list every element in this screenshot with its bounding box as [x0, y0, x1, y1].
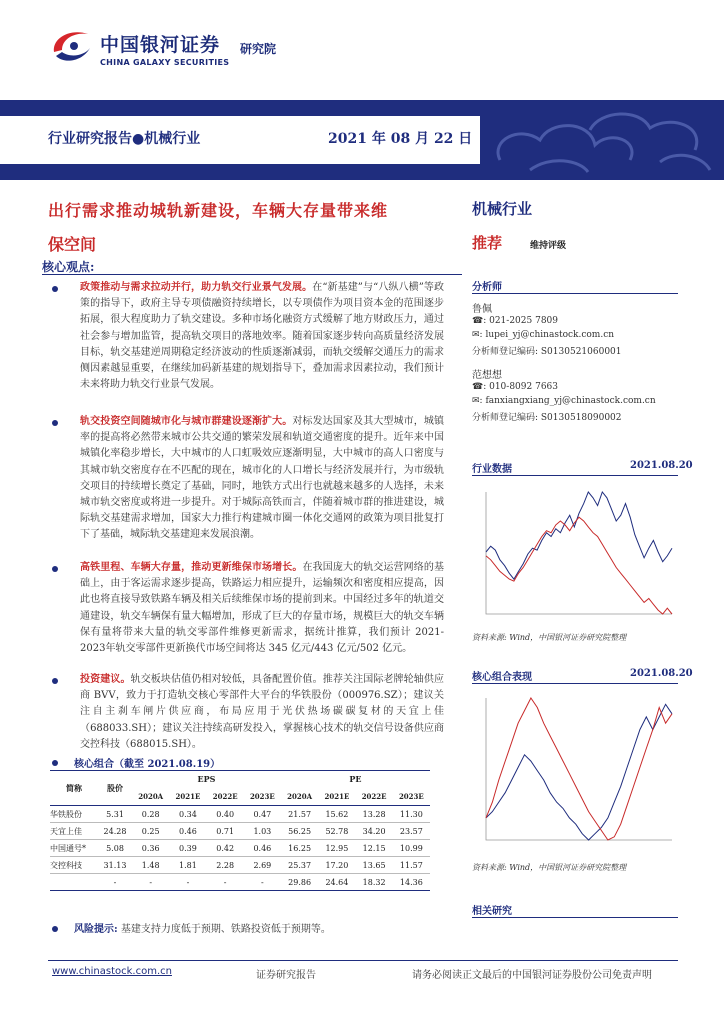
cell: 29.86	[281, 874, 318, 891]
table-title: 核心组合（截至 2021.08.19）	[74, 759, 221, 770]
industry-data-date: 2021.08.20	[630, 460, 693, 471]
bullet-dot-icon	[52, 286, 58, 292]
cell: 0.34	[179, 809, 197, 819]
col-group-pe: PE	[281, 771, 430, 788]
analyst-divider	[472, 293, 678, 294]
bullet-1-highlight: 政策推动与需求拉动并行，助力轨交行业景气发展。	[80, 282, 313, 293]
series-line-benchmark	[486, 698, 672, 840]
galaxy-logo-icon	[48, 26, 96, 66]
footer-divider	[48, 960, 678, 961]
footer-disclaimer: 请务必阅读正文最后的中国银河证券股份公司免责声明	[412, 970, 652, 981]
col-year: 2020A	[281, 787, 318, 806]
cell: 24.28	[98, 823, 132, 840]
series-line-industry	[486, 492, 672, 579]
cell: 0.25	[132, 823, 169, 840]
risk-text: 基建支持力度低于预期、铁路投资低于预期等。	[120, 924, 331, 935]
portfolio-perf-date: 2021.08.20	[630, 668, 693, 679]
related-research-label: 相关研究	[472, 906, 512, 917]
cell: 2.69	[244, 857, 281, 874]
analyst-1-license: 分析师登记编码: S0130521060001	[472, 347, 622, 357]
cell: 0.28	[141, 809, 160, 819]
bullet-dot-icon	[52, 760, 58, 766]
cell: 0.39	[169, 840, 206, 857]
analyst-1-phone: ☎: 021-2025 7809	[472, 316, 558, 326]
footer-url-link[interactable]: www.chinastock.com.cn	[52, 966, 172, 977]
table-row	[50, 840, 430, 857]
cell: 34.20	[356, 823, 393, 840]
col-year: 2021E	[169, 787, 206, 806]
bullet-2-text: 对标发达国家及其大型城市，城镇率的提高将必然带来城市公共交通的繁荣发展和轨道交通密度的提升。近年来中国城镇化率稳步增长，大中城市的人口虹吸效应逐渐明显，大中城市的高人口密度与其城市轨交密度存在不匹配的现在，城市化的人口增长与经济发展并行，为市级轨交项目的持续增长奠定了基础，同时，地铁方式出行也就越来越多的人选择，未来城市轨交密度或将进一步提升。对于城际高铁而言，伴随着城市群的推进建设，城际轨交基建需求增加，国家大力推行构建城市圈一体化交通网的政策为项目批复打下了基础，城际轨交基建迎来发展浪潮。	[80, 416, 445, 541]
cell: 52.78	[318, 823, 355, 840]
cell: 25.37	[281, 857, 318, 874]
bullet-dot-icon	[52, 678, 58, 684]
cell: 0.46	[244, 840, 281, 857]
related-divider	[472, 917, 678, 918]
brand-sub: 研究院	[240, 42, 277, 56]
series-line-index	[486, 517, 672, 614]
cell: 11.57	[393, 857, 430, 874]
table-row	[50, 857, 430, 874]
cell: 15.62	[325, 809, 349, 819]
cell: 0.36	[132, 840, 169, 857]
brand-name: 中国银河证券	[100, 34, 221, 56]
col-group-eps: EPS	[132, 771, 281, 788]
report-date: 2021 年 08 月 22 日	[328, 131, 473, 147]
cell: 12.15	[356, 840, 393, 857]
col-year: 2023E	[393, 787, 430, 806]
cell: 18.32	[356, 874, 393, 891]
bullet-3-highlight: 高铁里程、车辆大存量，推动更新维保市场增长。	[80, 562, 303, 573]
risk-label: 风险提示:	[74, 924, 118, 935]
cell: 1.03	[244, 823, 281, 840]
bullet-4-text: 轨交板块估值仍相对较低，具备配置价值。推荐关注国际老牌轮轴供应商 BVV，致力于打造轨交核心零部件大平台的华铁股份（000976.SZ）；建议关注自主刹车闸片供应商，布局应用于光伏热场碳碳复材的天宜上佳（688033.SH）；建议关注持续高研发投入，掌握核心技术的轨交信号设备供应商交控科技（688015.SH）。	[80, 674, 445, 750]
cell: 5.31	[106, 809, 124, 819]
cell: 21.57	[288, 809, 312, 819]
cell: 17.20	[318, 857, 355, 874]
cell: 0.46	[169, 823, 206, 840]
report-title-line1: 出行需求推动城轨新建设，车辆大存量带来维	[48, 201, 389, 220]
industry-data-chart	[478, 484, 678, 624]
cloud-decoration-icon	[470, 100, 724, 180]
portfolio-perf-label: 核心组合表现	[472, 672, 532, 683]
col-year: 2020A	[132, 787, 169, 806]
analyst-2-name: 范想想	[472, 370, 502, 381]
analyst-2-phone: ☎: 010-8092 7663	[472, 382, 558, 392]
cell: 中国通号*	[50, 840, 98, 857]
table-row	[50, 874, 430, 891]
brand-english: CHINA GALAXY SECURITIES	[100, 58, 230, 67]
cell: 23.57	[393, 823, 430, 840]
rating-label: 推荐	[472, 234, 503, 252]
table-row	[50, 823, 430, 840]
bullet-2-highlight: 轨交投资空间随城市化与城市群建设逐渐扩大。	[80, 416, 293, 427]
cell: 10.99	[393, 840, 430, 857]
rating-sub: 维持评级	[530, 241, 567, 251]
cell: 1.81	[169, 857, 206, 874]
report-type: 行业研究报告●机械行业	[48, 131, 201, 147]
report-title-line2: 保空间	[48, 235, 97, 254]
cell: 2.28	[207, 857, 244, 874]
core-heading: 核心观点:	[42, 260, 95, 274]
cell: 0.47	[253, 809, 272, 819]
col-year: 2022E	[356, 787, 393, 806]
cell: -	[98, 874, 132, 891]
cell: 天宜上佳	[50, 823, 98, 840]
analyst-1-email: ✉: lupei_yj@chinastock.com.cn	[472, 330, 615, 340]
analyst-2-email: ✉: fanxiangxiang_yj@chinastock.com.cn	[472, 396, 656, 406]
analyst-1-name: 鲁佩	[472, 304, 492, 315]
bullet-1-text: 在“新基建”与“八纵八横”等政策的指导下，政府主导专项债融资持续增长，以专项债作为项目资本金的范围逐步拓展，很大程度助力了轨交建设。多种市场化融资方式缓解了地方财政压力，通过社会参与增加监管，提高轨交项目的落地效率。随着国家逐步转向高质量经济发展目标，轨交基建逆周期稳定经济波动的性质逐渐减弱，而轨交缓解交通压力的需求侧因素越显重要，在继续加码新基建的规划指导下，叠加需求因素拉动，我们预计未来将助力轨交行业景气发展。	[80, 282, 445, 391]
cell: 0.42	[207, 840, 244, 857]
cell: 13.28	[362, 809, 386, 819]
cell: 11.30	[399, 809, 423, 819]
bullet-dot-icon	[52, 420, 58, 426]
cell: 56.25	[281, 823, 318, 840]
cell: 0.40	[216, 809, 235, 819]
cell: -	[169, 874, 206, 891]
bullet-4	[80, 672, 444, 753]
analyst-heading: 分析师	[472, 282, 502, 293]
bullet-2	[80, 414, 444, 544]
chart-axis	[486, 492, 672, 614]
col-year: 2023E	[244, 787, 281, 806]
analyst-2-license: 分析师登记编码: S0130518090002	[472, 413, 622, 423]
portfolio-perf-chart	[478, 690, 678, 850]
bullet-1	[80, 280, 444, 393]
risk-warning	[74, 920, 331, 935]
cell: 12.95	[318, 840, 355, 857]
table-row	[50, 806, 430, 823]
chart-axis	[486, 698, 672, 840]
core-portfolio-table	[50, 770, 430, 891]
industry-data-label: 行业数据	[472, 464, 512, 475]
cell: 31.13	[98, 857, 132, 874]
portfolio-perf-source: 资料来源: Wind，中国银河证券研究院整理	[472, 863, 627, 872]
cell: 13.65	[356, 857, 393, 874]
sector-label: 机械行业	[472, 200, 533, 218]
portfolio-perf-divider	[472, 683, 678, 684]
col-year: 2022E	[207, 787, 244, 806]
cell: -	[132, 874, 169, 891]
bullet-3-text: 在我国庞大的轨交运营网络的基础上，由于客运需求逐步提高，铁路运力相应提升，运输频次和密度相应提高，因此也将直接导致铁路车辆及相关后续维保市场的提前到来。中国经过多年的轨道交通建设，轨交车辆保有量大幅增加，形成了巨大的存量市场，规模巨大的轨交车辆保有量将带来大量的轨交零部件维修更新需求，据统计推算，我们预计 2021-2023年轨交零部件更新换代市场空间将达 345 亿元/443 亿元/502 亿元。	[80, 562, 445, 655]
cell: -	[207, 874, 244, 891]
col-name: 简称	[50, 771, 98, 806]
analyst-2-email-text[interactable]: fanxiangxiang_yj@chinastock.com.cn	[485, 396, 656, 406]
cell: 24.64	[318, 874, 355, 891]
core-divider	[42, 274, 462, 275]
cell: 16.25	[281, 840, 318, 857]
bullet-dot-icon	[52, 926, 58, 932]
col-price: 股价	[98, 771, 132, 806]
col-year: 2021E	[318, 787, 355, 806]
cell	[50, 874, 98, 891]
cell: 交控科技	[50, 857, 98, 874]
cell: 14.36	[393, 874, 430, 891]
bullet-3	[80, 560, 444, 657]
cell: 5.08	[98, 840, 132, 857]
industry-data-divider	[472, 475, 678, 476]
cell: 1.48	[132, 857, 169, 874]
footer-center: 证券研究报告	[256, 970, 316, 981]
analyst-1-email-text[interactable]: lupei_yj@chinastock.com.cn	[485, 330, 615, 340]
series-line-portfolio	[486, 704, 672, 840]
bullet-4-highlight: 投资建议。	[80, 674, 131, 685]
cell: 华铁股份	[50, 809, 82, 819]
bullet-dot-icon	[52, 566, 58, 572]
cell: -	[244, 874, 281, 891]
cell: 0.71	[207, 823, 244, 840]
industry-data-source: 资料来源: Wind，中国银河证券研究院整理	[472, 633, 627, 642]
